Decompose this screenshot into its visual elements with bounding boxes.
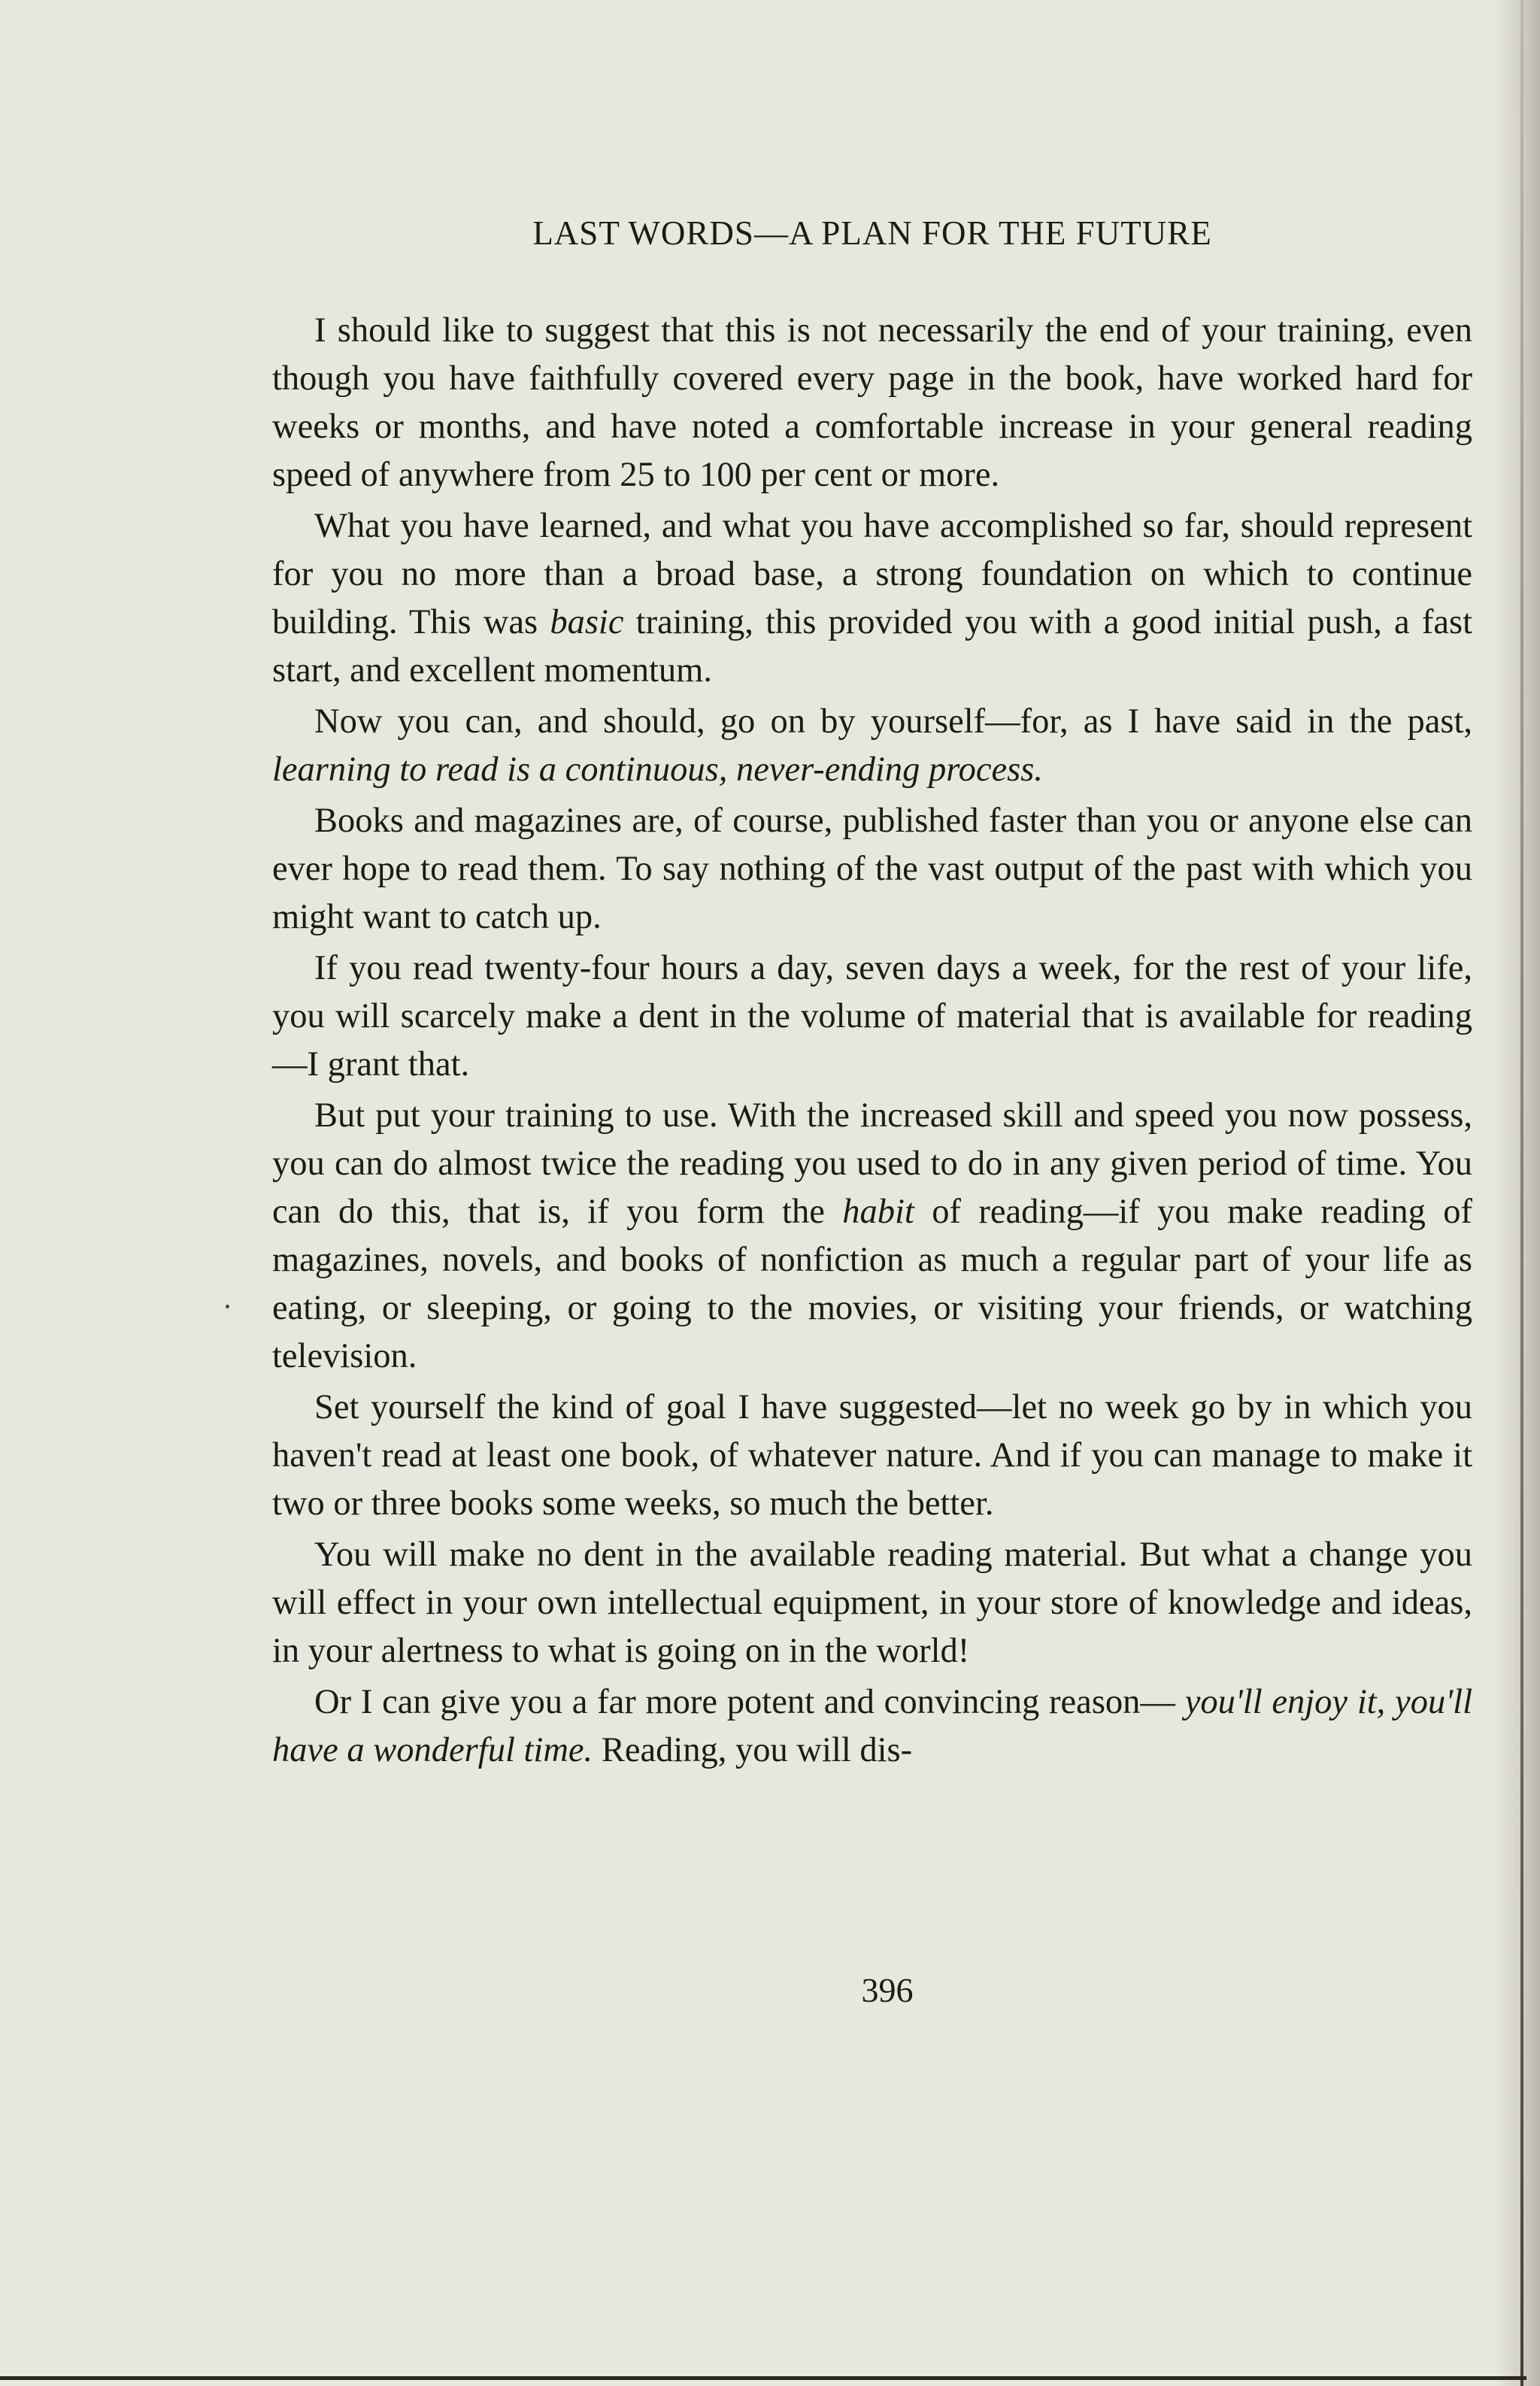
text-run: Now you can, and should, go on by yourself—for, as I have said in the past, bbox=[314, 702, 1472, 741]
text-run: But put your training to use. With the increased skill and speed you now possess, you can do almost twice the reading you used to do in any given period of time. You can do this, that is, if you form the bbox=[272, 1096, 1472, 1231]
text-run: training, this provided you with a good initial push, a fast start, and excellent momentum. bbox=[272, 603, 1472, 690]
chapter-heading: LAST WORDS—A PLAN FOR THE FUTURE bbox=[532, 214, 1212, 252]
paragraph bbox=[272, 944, 1472, 1089]
italic-text: habit bbox=[842, 1193, 914, 1231]
italic-text: learning to read is a continuous, never-ending process. bbox=[272, 750, 1043, 789]
italic-text: you'll enjoy it, you'll have a wonderful time. bbox=[272, 1683, 1472, 1769]
text-run: of reading—if you make reading of magazines, novels, and books of nonfiction as much a regular part of your life as eating, or sleeping, or going to the movies, or visiting your friends, or watching television. bbox=[272, 1193, 1472, 1375]
binding-edge bbox=[1520, 0, 1523, 2386]
paragraph bbox=[272, 1384, 1472, 1528]
text-run: You will make no dent in the available reading material. But what a change you will effect in your own intellectual equipment, in your store of knowledge and ideas, in your alertness to what is going on in the world! bbox=[272, 1536, 1472, 1670]
text-run: What you have learned, and what you have accomplished so far, should represent for you no more than a broad base, a strong foundation on which to continue building. This was bbox=[272, 507, 1472, 641]
text-run: Or I can give you a far more potent and convincing reason— bbox=[314, 1683, 1185, 1721]
bottom-edge-rule bbox=[0, 2376, 1526, 2380]
scan-speck bbox=[226, 1305, 229, 1308]
text-run: If you read twenty-four hours a day, seven days a week, for the rest of your life, you will scarcely make a dent in the volume of material that is available for reading—I grant that. bbox=[272, 949, 1472, 1084]
text-run: Set yourself the kind of goal I have suggested—let no week go by in which you haven't read at least one book, of whatever nature. And if you can manage to make it two or three books some weeks, so much the better. bbox=[272, 1388, 1472, 1523]
page-number: 396 bbox=[861, 1971, 914, 2009]
text-run: Reading, you will dis- bbox=[593, 1731, 913, 1769]
text-run: I should like to suggest that this is not necessarily the end of your training, even though you have faithfully covered every page in the book, have worked hard for weeks or months, and have noted a comfortable increase in your general reading speed of anywhere from 25 to 100 per cent or more. bbox=[272, 311, 1472, 494]
body-text bbox=[272, 307, 1472, 1775]
italic-text: basic bbox=[550, 603, 624, 641]
paragraph bbox=[272, 1531, 1472, 1675]
paragraph bbox=[272, 797, 1472, 941]
paragraph bbox=[272, 1678, 1472, 1775]
paragraph bbox=[272, 307, 1472, 499]
page-edge-shadow bbox=[1495, 0, 1540, 2386]
paragraph bbox=[272, 502, 1472, 695]
paragraph bbox=[272, 1092, 1472, 1381]
text-run: Books and magazines are, of course, published faster than you or anyone else can ever hope to read them. To say nothing of the vast output of the past with which you might want to catch up. bbox=[272, 802, 1472, 936]
paragraph bbox=[272, 698, 1472, 794]
